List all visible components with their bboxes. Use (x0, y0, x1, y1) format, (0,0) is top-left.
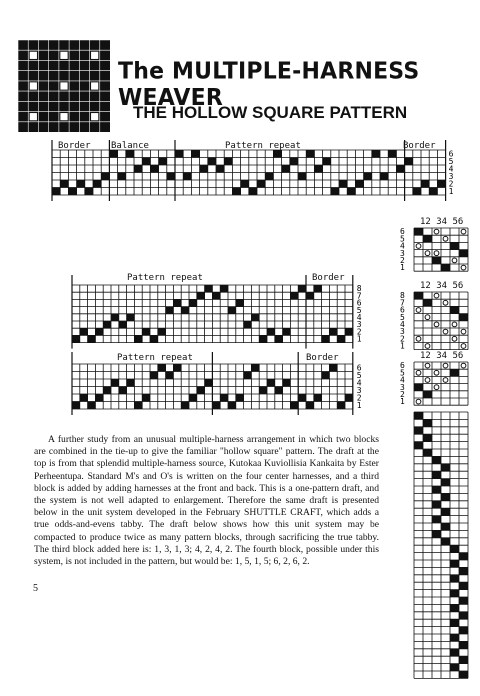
draft-low-harness-6: 6 (356, 363, 362, 373)
draft-top-harness-3: 3 (448, 172, 454, 181)
draft-mid-harness-3: 3 (356, 320, 362, 330)
tieup-c-harness-1: 1 (400, 397, 405, 407)
draft-low-label-pattern-repeat: Pattern repeat (117, 353, 193, 363)
tieup-c-harness-5: 5 (400, 368, 405, 378)
tieup-b-harness-7: 7 (400, 298, 405, 308)
tieup-a-treadle-numbers: 12 34 56 (420, 217, 464, 227)
tieup-b-harness-3: 3 (400, 327, 405, 337)
draft-top-harness-1: 1 (448, 187, 454, 196)
tieup-b-harness-8: 8 (400, 291, 405, 301)
tieup-c-harness-3: 3 (400, 382, 405, 392)
draft-top-label-balance: Balance (111, 141, 149, 151)
treadling-column (413, 410, 471, 682)
tieup-b-harness-5: 5 (400, 312, 405, 322)
draft-top-label-border-left: Border (58, 141, 91, 151)
page-title: The MULTIPLE-HARNESS WEAVER (118, 58, 420, 112)
draft-top-harness-5: 5 (448, 157, 454, 166)
draft-top-label-border-right: Border (403, 141, 436, 151)
tieup-a-harness-3: 3 (400, 248, 405, 258)
draft-mid-harness-7: 7 (356, 291, 362, 301)
draft-mid-harness-8: 8 (356, 284, 362, 294)
draft-mid-harness-5: 5 (356, 305, 362, 315)
logo-icon (18, 40, 110, 132)
tieup-grid-b (398, 282, 478, 357)
tieup-c-harness-4: 4 (400, 375, 405, 385)
tieup-b-harness-2: 2 (400, 334, 405, 344)
tieup-c-harness-6: 6 (400, 361, 405, 371)
draft-mid-harness-6: 6 (356, 298, 362, 308)
draft-low-harness-4: 4 (356, 378, 362, 388)
draft-mid-harness-4: 4 (356, 313, 362, 322)
page-number: 5 (33, 583, 38, 594)
tieup-c-harness-2: 2 (400, 390, 405, 399)
tieup-c-treadle-numbers: 12 34 56 (420, 351, 464, 361)
draft-mid-label-border: Border (312, 273, 345, 283)
treadling-grid (414, 412, 468, 678)
tieup-a-harness-5: 5 (400, 234, 405, 244)
draft-top-label-pattern-repeat: Pattern repeat (225, 141, 301, 151)
tieup-a-harness-4: 4 (400, 241, 405, 251)
threading-draft-middle (70, 275, 380, 355)
draft-top-harness-4: 4 (448, 164, 454, 174)
tieup-b-harness-6: 6 (400, 305, 405, 315)
tieup-b-harness-1: 1 (400, 341, 405, 351)
tieup-a-harness-6: 6 (400, 227, 405, 237)
tieup-b-treadle-numbers: 12 34 56 (420, 281, 464, 291)
draft-top-harness-6: 6 (448, 149, 454, 159)
draft-low-harness-1: 1 (356, 401, 362, 410)
tieup-grid-a (398, 218, 478, 280)
draft-low-harness-2: 2 (356, 393, 362, 403)
draft-low-harness-5: 5 (356, 371, 362, 380)
draft-mid-harness-2: 2 (356, 327, 362, 337)
body-paragraph: A further study from an unusual multiple-harness arrangement in which two blocks are combined in the tie-up to give the familiar "hollow square" pattern. The draft at the top is from that splendid multiple-harness source, Kutokaa Kuviollisia Kankaita by Ester Perheentupa. Standard M's and O's is written on the four center harnesses, and a third block is added by adding harnesses at the front and back. This is a one-pattern draft, and the system is not well adapted to enlargement. Therefore the same draft is presented below in the unit system developed in the February SHUTTLE CRAFT, which adds a true odds-and-evens tabby. The draft below shows how this unit system may be compacted to produce twice as many pattern blocks, through sacrificing the true tabby. The third block added here is: 1, 3, 1, 3; 4, 2, 4, 2. The fourth block, possible under this system, is not included in the pattern, but would be: 1, 5, 1, 5; 6, 2, 6, 2. (34, 434, 379, 568)
threading-draft-bottom (70, 352, 380, 427)
draft-top-harness-2: 2 (448, 179, 454, 189)
tieup-b-harness-4: 4 (400, 320, 405, 329)
draft-low-harness-3: 3 (356, 386, 362, 395)
draft-low-label-border: Border (306, 353, 339, 363)
page-subtitle: THE HOLLOW SQUARE PATTERN (133, 103, 408, 122)
draft-mid-harness-1: 1 (356, 334, 362, 344)
draft-mid-label-pattern-repeat: Pattern repeat (127, 273, 203, 283)
tieup-a-harness-1: 1 (400, 263, 405, 273)
tieup-a-harness-2: 2 (400, 256, 405, 265)
